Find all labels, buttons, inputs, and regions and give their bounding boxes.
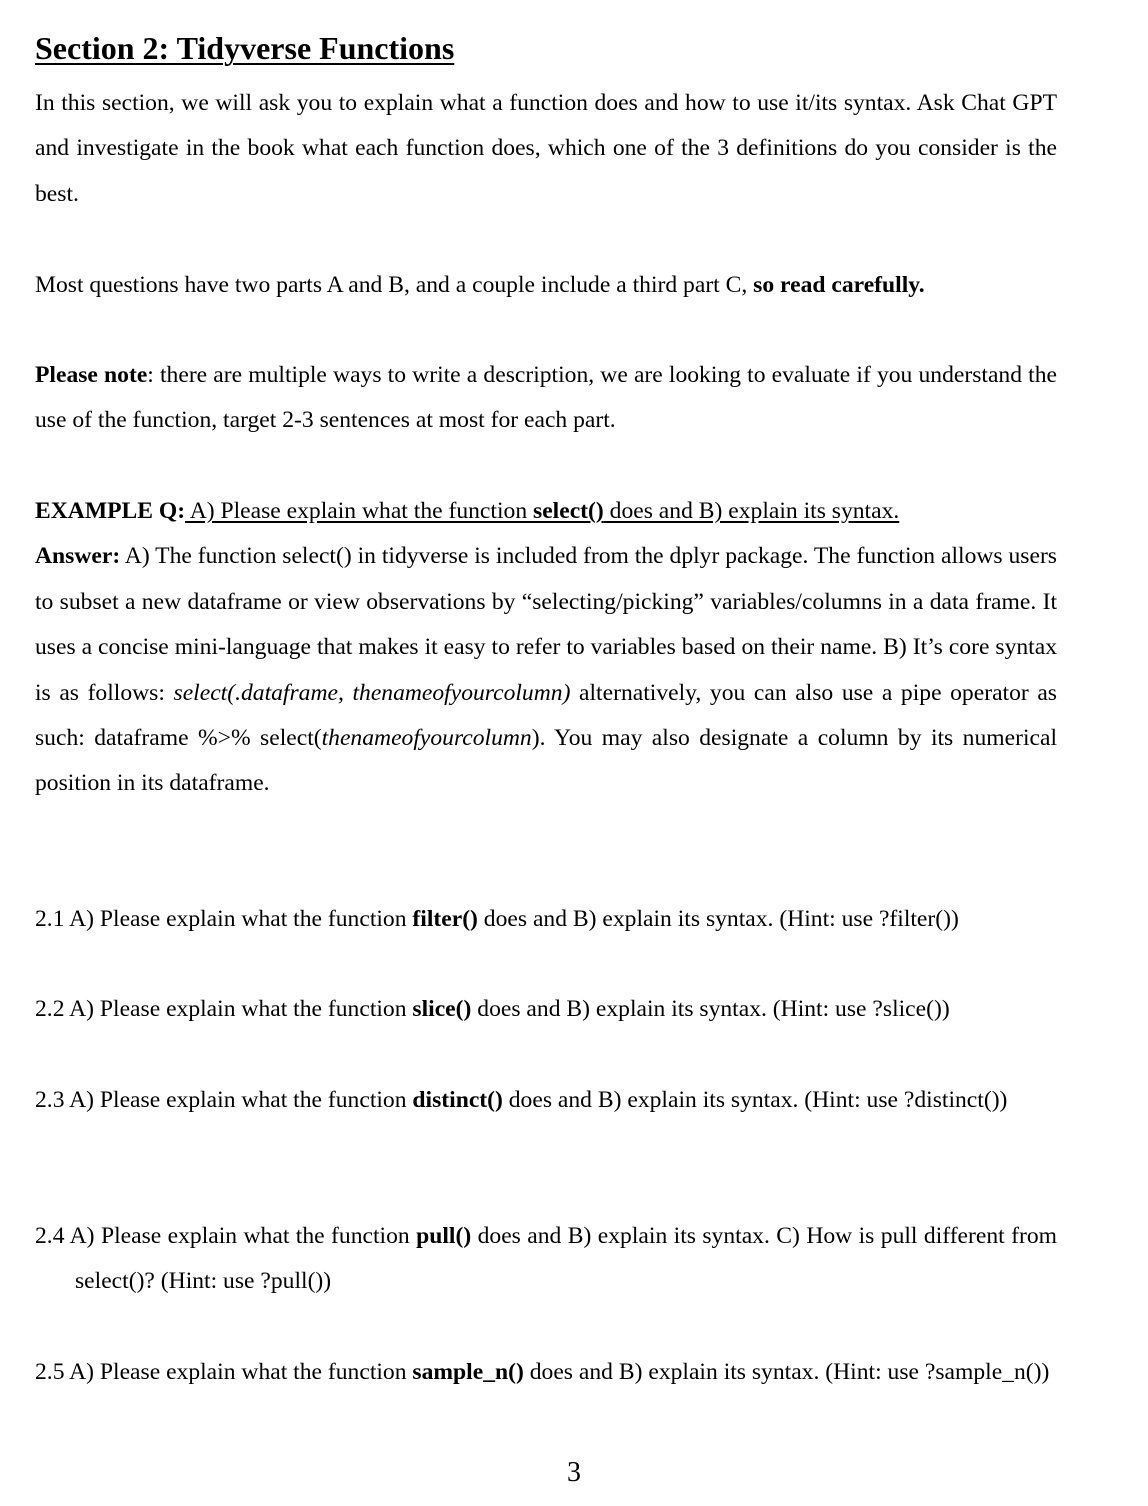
question-suffix: does and B) explain its syntax. C) How is pull different from select()? (Hint: use ?pull())	[75, 1223, 1057, 1294]
answer-text-1: A) The function select() in tidyverse is included from the dplyr package. The function allows users to subset a new dataframe or view observations by “selecting/picking” variables/columns in a data frame. It uses a concise mini-language that makes it easy to refer to variables based on their name. B) It’s core syntax is as follows:	[35, 543, 1057, 706]
parts-note-emphasis: so read carefully.	[753, 272, 925, 298]
answer-syntax: select(.dataframe, thenameofyourcolumn)	[173, 679, 571, 706]
question-function-name: slice()	[412, 996, 472, 1022]
parts-note-text: Most questions have two parts A and B, and a couple include a third part C,	[35, 272, 754, 298]
intro-paragraph: In this section, we will ask you to explain what a function does and how to use it/its syntax. Ask Chat GPT and investigate in the book what each function does, which one of the 3 definitions do you consider is the best.	[35, 90, 1057, 207]
question-function-name: filter()	[412, 906, 478, 932]
please-note-paragraph	[35, 353, 1057, 444]
example-colon: :	[177, 498, 186, 524]
please-note-text: : there are multiple ways to write a description, we are looking to evaluate if you understand the use of the function, target 2-3 sentences at most for each part.	[35, 362, 1057, 434]
question-suffix: does and B) explain its syntax. (Hint: use ?slice())	[471, 996, 950, 1022]
question-prefix: A) Please explain what the function	[64, 996, 413, 1022]
question-number: 2.3	[35, 1087, 65, 1113]
question-number: 2.5	[35, 1359, 65, 1385]
question-number: 2.2	[35, 996, 65, 1022]
example-block	[35, 489, 1057, 807]
section-title: Section 2: Tidyverse Functions	[35, 30, 455, 66]
answer-text-2: alternatively, you can also use a pipe operator as such: dataframe %>% select(	[35, 679, 1057, 752]
example-question-part2: does and B) explain its syntax.	[603, 498, 900, 524]
example-label: EXAMPLE Q	[35, 498, 178, 524]
question-prefix: A) Please explain what the function	[64, 1223, 417, 1249]
answer-argument: thenameofyourcolumn	[321, 725, 532, 752]
question-suffix: does and B) explain its syntax. (Hint: use ?sample_n())	[523, 1359, 1050, 1385]
question-function-name: sample_n()	[412, 1359, 524, 1385]
question-prefix: A) Please explain what the function	[64, 1359, 413, 1385]
question-function-name: distinct()	[412, 1087, 503, 1113]
question-prefix: A) Please explain what the function	[64, 1087, 413, 1113]
question-number: 2.4	[35, 1223, 65, 1249]
page-number: 3	[567, 1457, 581, 1488]
question-suffix: does and B) explain its syntax. (Hint: use ?filter())	[477, 906, 959, 932]
example-function-name: select()	[533, 498, 604, 524]
parts-note-paragraph	[35, 263, 1057, 308]
example-question-part1: A) Please explain what the function	[185, 498, 534, 524]
please-note-label: Please note	[35, 362, 148, 388]
question-prefix: A) Please explain what the function	[64, 906, 413, 932]
question-2-5	[35, 1350, 1057, 1395]
question-function-name: pull()	[416, 1223, 472, 1249]
question-suffix: does and B) explain its syntax. (Hint: use ?distinct())	[502, 1087, 1008, 1113]
question-2-1	[35, 897, 1057, 942]
question-number: 2.1	[35, 906, 65, 932]
question-2-2	[35, 987, 1057, 1032]
answer-label: Answer:	[35, 543, 121, 570]
question-2-3	[35, 1078, 1057, 1123]
question-2-4	[35, 1214, 1057, 1304]
example-question	[185, 498, 899, 524]
answer-text-3: ). You may also designate a column by its numerical position in its dataframe.	[35, 725, 1057, 797]
